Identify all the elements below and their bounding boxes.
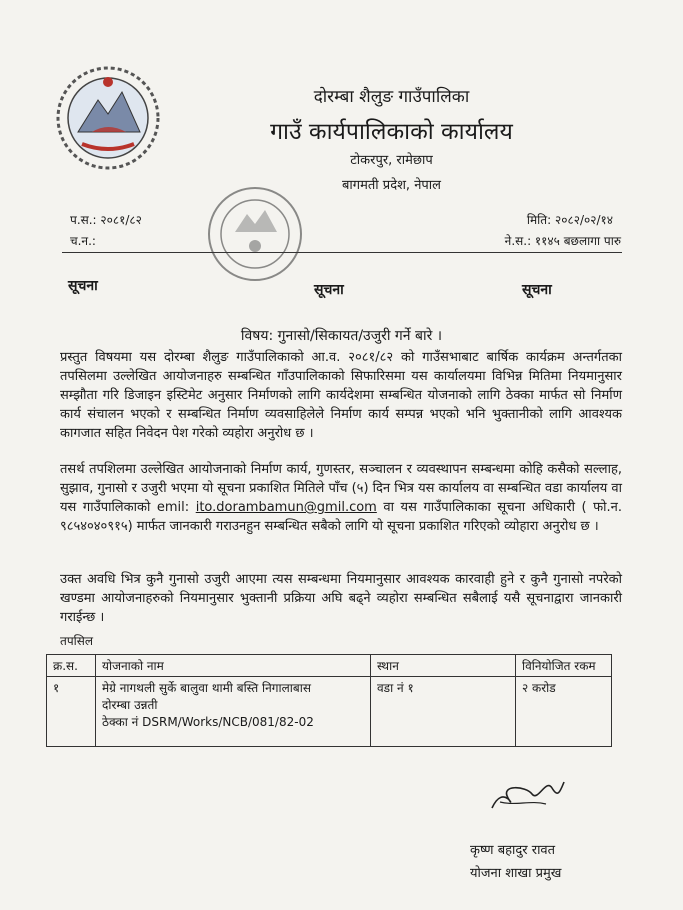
header-serial: क्र.स. (47, 655, 96, 677)
nepal-emblem-icon (52, 62, 164, 174)
office-stamp-icon (205, 184, 305, 284)
body-paragraph-3: उक्त अवधि भित्र कुनै गुनासो उजुरी आएमा त्यस सम्बन्धमा नियमानुसार आवश्यक कारवाही हुने र कुनै गुनासो नपरेको खण्डमा आयोजनाहरुको नियमानुसार भुक्तानी प्रक्रिया अघि बढ्ने व्यहोरा सम्बन्धित सबैलाई यसै सूचनाद्वारा जानकारी गराईन्छ । (60, 572, 622, 625)
project-name-line-1: मेग्रे नागथली सुर्के बालुवा थामी बस्ति निगालाबास (102, 681, 311, 695)
body-paragraph-2 (60, 460, 622, 536)
header-divider (62, 252, 622, 253)
project-name-line-2: दोरम्बा उन्नती (102, 698, 158, 712)
cell-amount: २ करोड (516, 677, 612, 747)
table-caption: तपसिल (60, 634, 94, 648)
signatory-title: योजना शाखा प्रमुख (470, 866, 562, 881)
project-contract-number: ठेक्का नं DSRM/Works/NCB/081/82-02 (102, 715, 314, 729)
letter-number: प.स.: २०८१/८२ (70, 213, 142, 227)
body-paragraph-1: प्रस्तुत विषयमा यस दोरम्बा शैलुङ गाउँपालिकाको आ.व. २०८१/८२ को गाउँसभाबाट बार्षिक कार्यक्रम अन्तर्गतका तपसिलमा उल्लेखित आयोजनाहरु सम्बन्धित गाँउपालिकाको सिफारिसमा यस कार्यालयमा विभिन्न मितिमा नियमानुसार सम्झौता गरि डिजाइन इस्टिमेट अनुसार निर्माणको लागि कार्यदेशमा सम्बन्धित योजनाको लागि ठेक्का मार्फत सो निर्माण कार्य संचालन भएको र सम्बन्धित निर्माण व्यवसाहिलेले निर्माण कार्य सम्पन्न भएको भनि भुक्तानीको लागि आवश्यक कागजात सहित निवेदन पेश गरेको व्यहोरा अनुरोध छ । (60, 350, 622, 441)
signatory-name: कृष्ण बहादुर रावत (470, 843, 556, 858)
header-amount: विनियोजित रकम (516, 655, 612, 677)
email-link[interactable]: ito.dorambamun@gmil.com (195, 500, 377, 515)
header-location: स्थान (371, 655, 516, 677)
cell-serial: १ (47, 677, 96, 747)
office-name: गाउँ कार्यपालिकाको कार्यालय (270, 119, 513, 145)
table-row (47, 677, 612, 747)
notice-label-center: सूचना (314, 282, 344, 298)
notice-label-left: सूचना (68, 278, 98, 294)
office-province: बागमती प्रदेश, नेपाल (342, 178, 441, 193)
body-paragraph-2-text-b: वा यस गाउँपालिकाका सूचना अधिकारी ( फो.न. ९८५४०४०९१५) मार्फत जानकारी गराउनहुन सम्बन्धित सबैको लागि यो सूचना प्रकाशित गरिएको व्योहारा अनुरोध छ । (60, 500, 622, 534)
project-table (46, 654, 612, 747)
cell-location: वडा नं १ (371, 677, 516, 747)
cell-project-name (96, 677, 371, 747)
handwritten-signature-icon (486, 772, 568, 820)
office-location: टोकरपुर, रामेछाप (350, 153, 433, 168)
body-paragraph-2-text-a: तसर्थ तपशिलमा उल्लेखित आयोजनाको निर्माण कार्य, गुणस्तर, सञ्चालन र व्यवस्थापन सम्बन्धमा कोहि कसैको सल्लाह, सुझाव, गुनासो र उजुरी भएमा यो सूचना प्रकाशित मितिले पाँच (५) दिन भित्र यस कार्यालय वा सम्बन्धित वडा कार्यालय वा यस गाउँपालिकाको emil: (60, 462, 622, 515)
subject-line: विषय: गुनासो/सिकायत/उजुरी गर्ने बारे । (240, 328, 443, 344)
table-header-row (47, 655, 612, 677)
letter-date: मिति: २०८२/०२/१४ (526, 213, 613, 227)
dispatch-number: च.न.: (70, 234, 96, 248)
header-project-name: योजनाको नाम (96, 655, 371, 677)
municipality-name: दोरम्बा शैलुङ गाउँपालिका (313, 87, 470, 107)
notice-label-right: सूचना (522, 282, 552, 298)
nepal-sambat-date: ने.स.: ११४५ बछलागा पारु (504, 234, 621, 248)
